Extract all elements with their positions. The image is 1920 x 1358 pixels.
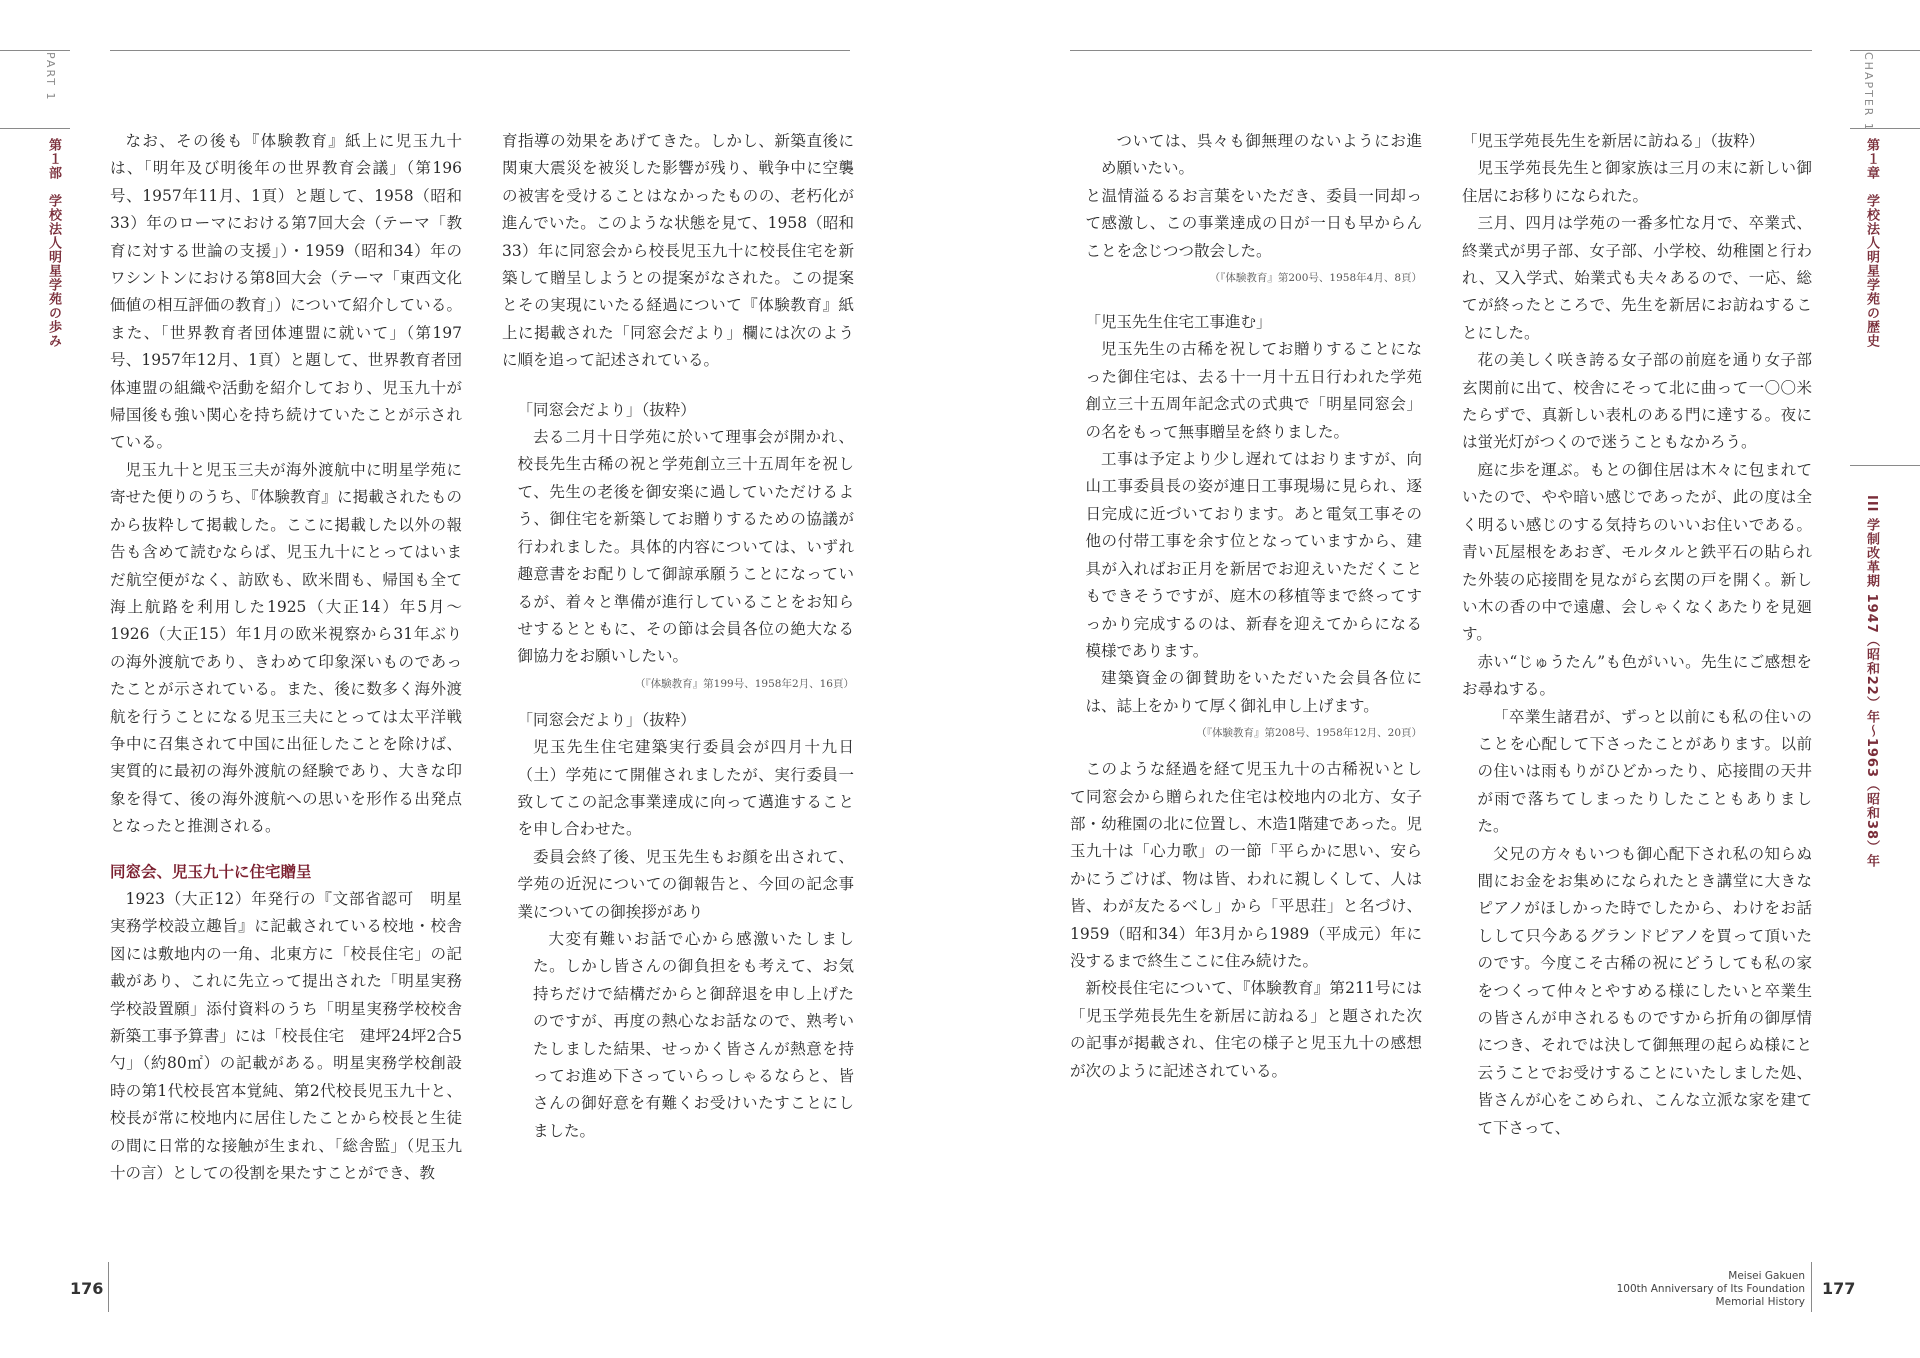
side-part-label: PART 1	[44, 52, 57, 102]
paragraph: なお、その後も『体験教育』紙上に児玉九十は、「明年及び明後年の世界教育会議」（第196号、1957年11月、1頁）と題して、1958（昭和33）年のローマにおける第7回大会（テーマ「教育に対する世論の支援」）・1959（昭和34）年のワシントンにおける第8回大会（テーマ「東西文化価値の相互評価の教育」）について紹介している。また、「世界教育者団体連盟に就いて」（第197号、1957年12月、1頁）と題して、世界教育者団体連盟の組織や活動を紹介しており、児玉九十が帰国後も強い関心を持ち続けていたことが示されている。	[110, 132, 462, 452]
quote-title: 「同窓会だより」（抜粋）	[517, 400, 696, 419]
left-column-2	[502, 128, 854, 1145]
side-part-title: 第１部 学校法人明星学苑の歩み	[46, 138, 61, 348]
right-column-2	[1462, 128, 1812, 1142]
paragraph: 児玉九十と児玉三夫が海外渡航中に明星学苑に寄せた便りのうち、『体験教育』に掲載されたものから抜粋して掲載した。ここに掲載した以外の報告も含めて読むならば、児玉九十にとってはいまだ航空便がなく、訪欧も、欧米間も、帰国も全て海上航路を利用した1925（大正14）年5月～1926（大正15）年1月の欧米視察から31年ぶりの海外渡航であり、きわめて印象深いものであったことが示されている。また、後に数多く海外渡航を行うことになる児玉三夫にとっては太平洋戦争中に召集されて中国に出征したことを除けば、実質的に最初の海外渡航の経験であり、大きな印象を得て、後の海外渡航への思いを形作る出発点となったと推測される。	[110, 460, 462, 836]
left-top-rule	[110, 50, 850, 51]
quote-paragraph: 児玉先生の古稀を祝してお贈りすることになった御住宅は、去る十一月十五日行われた学苑創立三十五周年記念式の式典で「明星同窓会」の名をもって無事贈呈を終りました。	[1085, 340, 1422, 441]
quote-block	[1462, 128, 1812, 1142]
page-number-left: 176	[70, 1279, 104, 1298]
right-top-rule	[1070, 50, 1812, 51]
quote-block	[1070, 128, 1422, 183]
right-edge-rule-3	[1850, 465, 1920, 466]
quote-paragraph: 三月、四月は学苑の一番多忙な月で、卒業式、終業式が男子部、女子部、小学校、幼稚園と行われ、又入学式、始業式も夫々あるので、一応、総てが終ったところで、先生を新居にお訪ねすることにした。	[1462, 214, 1812, 342]
quote-title: 「児玉先生住宅工事進む」	[1085, 313, 1272, 332]
quote-paragraph: 父兄の方々もいつも御心配下され私の知らぬ間にお金をお集めになられたとき講堂に大きなピアノがほしかった時でしたから、わけをお話しして只今あるグランドピアノを買って頂いたのです。今度こそ古稀の祝にどうしても私の家をつくって仲々とやすめる様にしたいと卒業生の皆さんが申されるものですから折角の御厚情につき、それでは決して御無理の起らぬ様にと云うことでお受けすることにいたしました処、皆さんが心をこめられ、こんな立派な家を建てて下さって、	[1477, 844, 1812, 1137]
left-column-1	[110, 128, 462, 1187]
page-number-right: 177	[1822, 1279, 1856, 1298]
right-edge-rule	[1850, 50, 1920, 51]
side-chapter-label: CHAPTER 1	[1862, 52, 1875, 132]
footer-line: Meisei Gakuen	[1728, 1270, 1805, 1282]
quote-paragraph: ついては、呉々も御無理のないようにお進め願いたい。	[1101, 132, 1422, 178]
paragraph: 1923（大正12）年発行の『文部省認可 明星実務学校設立趣旨』に記載されている校地・校舎図には敷地内の一角、北東方に「校長住宅」の記載があり、これに先立って提出された「明星実務学校設置願」添付資料のうち「明星実務学校校舎新築工事予算書」には「校長住宅 建坪24坪2合5勺」（約80㎡）の記載がある。明星実務学校創設時の第1代校長宮本覚純、第2代校長児玉九十と、校長が常に校地内に居住したことから校長と生徒の間に日常的な接触が生まれ、「総舎監」（児玉九十の言）としての役割を果たすことができ、教	[110, 889, 462, 1183]
citation: （『体験教育』第199号、1958年2月、16頁）	[634, 677, 854, 690]
citation: （『体験教育』第208号、1958年12月、20頁）	[1196, 727, 1422, 740]
quote-paragraph: 花の美しく咲き誇る女子部の前庭を通り女子部玄関前に出て、校舎にそって北に曲って一〇〇米たらずで、真新しい表札のある門に達する。夜には蛍光灯がつくので迷うこともなかろう。	[1462, 351, 1812, 452]
quote-paragraph: 去る二月十日学苑に於いて理事会が開かれ、校長先生古稀の祝と学苑創立三十五周年を祝して、先生の老後を御安楽に過していただけるよう、御住宅を新築してお贈りするための協議が行われました。具体的内容については、いずれ趣意書をお配りして御諒承願うことになっているが、着々と準備が進行していることをお知らせするとともに、その節は会員各位の絶大なる御協力をお願いしたい。	[517, 428, 854, 666]
quote-paragraph: 工事は予定より少し遅れてはおりますが、向山工事委員長の姿が連日工事現場に見られ、逐日完成に近づいております。あと電気工事その他の付帯工事を余す位となっていますから、建具が入ればお正月を新居でお迎えいただくこともできそうですが、庭木の移植等まで終ってすっかり完成するのは、新春を迎えてからになる模様であります。	[1085, 450, 1422, 660]
quote-block	[1070, 309, 1422, 742]
citation: （『体験教育』第200号、1958年4月、8頁）	[1209, 272, 1422, 285]
quote-title: 「同窓会だより」（抜粋）	[517, 710, 696, 729]
left-footer-rule	[108, 1262, 109, 1312]
paragraph: 育指導の効果をあげてきた。しかし、新築直後に関東大震災を被災した影響が残り、戦争中に空襲の被害を受けることはなかったものの、老朽化が進んでいた。このような状態を見て、1958（昭和33）年に同窓会から校長児玉九十に校長住宅を新築して贈呈しようとの提案がなされた。この提案とその実現にいたる経過について『体験教育』紙上に掲載された「同窓会だより」欄には次のように順を追って記述されている。	[502, 132, 854, 370]
footer-line: Memorial History	[1715, 1296, 1805, 1308]
quote-paragraph: 庭に歩を運ぶ。もとの御住居は木々に包まれていたので、やや暗い感じであったが、此の度は全く明るい感じのする気持ちのいいお住いである。青い瓦屋根をあおぎ、モルタルと鉄平石の貼られた外装の応接間を見ながら玄関の戸を開く。新しい木の香の中で遠慮、会しゃくなくあたりを見廻す。	[1462, 460, 1812, 644]
quote-paragraph: 建築資金の御賛助をいただいた会員各位には、誌上をかりて厚く御礼申し上げます。	[1085, 669, 1422, 715]
footer-book-title	[1617, 1270, 1805, 1309]
quote-title: 「児玉学苑長先生を新居に訪ねる」（抜粋）	[1462, 132, 1765, 150]
paragraph: 新校長住宅について、『体験教育』第211号には「児玉学苑長先生を新居に訪ねる」と題された次の記事が掲載され、住宅の様子と児玉九十の感想が次のように記述されている。	[1070, 979, 1422, 1080]
right-edge-rule-2	[1850, 128, 1920, 129]
side-chapter-title: 第１章 学校法人明星学苑の歴史	[1864, 138, 1879, 348]
quote-paragraph: 赤い“じゅうたん”も色がいい。先生にご感想をお尋ねする。	[1462, 652, 1812, 699]
quote-block	[502, 397, 854, 1146]
paragraph: このような経過を経て児玉九十の古稀祝いとして同窓会から贈られた住宅は校地内の北方、女子部・幼稚園の北に位置し、木造1階建であった。児玉九十は「心力歌」の一節「平らかに思い、安らかにうごけば、物は皆、われに親しくして、人は皆、わが友たるべし」から「平思荘」と名づけ、1959（昭和34）年3月から1989（平成元）年に没するまで終生ここに住み続けた。	[1070, 760, 1422, 970]
footer-line: 100th Anniversary of Its Foundation	[1616, 1283, 1805, 1295]
quote-paragraph: 委員会終了後、児玉先生もお顔を出されて、学苑の近況についての御報告と、今回の記念事業についての御挨拶があり	[517, 847, 854, 921]
quote-paragraph: 大変有難いお話で心から感激いたしました。しかし皆さんの御負担をも考えて、お気持ちだけで結構だからと御辞退を申し上げたのですが、再度の熱心なお話なので、熟考いたしました結果、せっかく皆さんが熱意を持ってお進め下さっていらっしゃるならと、皆さんの御好意を有難くお受けいたすことにしました。	[533, 929, 854, 1140]
left-edge-rule-2	[0, 128, 70, 129]
quote-paragraph: 児玉学苑長先生と御家族は三月の末に新しい御住居にお移りになられた。	[1462, 159, 1812, 205]
paragraph: と温情溢るるお言葉をいただき、委員一同却って感激し、この事業達成の日が一日も早からんことを念じつつ散会した。	[1085, 186, 1422, 260]
side-period-label: III 学制改革期 1947（昭和22）年～1963（昭和38）年	[1864, 495, 1879, 869]
section-heading: 同窓会、児玉九十に住宅贈呈	[110, 862, 312, 881]
right-column-1	[1070, 128, 1422, 1085]
quote-paragraph: 児玉先生住宅建築実行委員会が四月十九日（土）学苑にて開催されましたが、実行委員一致してこの記念事業達成に向って邁進することを申し合わせた。	[517, 738, 854, 839]
quote-paragraph: 「卒業生諸君が、ずっと以前にも私の住いのことを心配して下さったことがあります。以前の住いは雨もりがひどかったり、応接間の天井が雨で落ちてしまったりしたこともありました。	[1477, 707, 1812, 836]
left-edge-rule	[0, 50, 70, 51]
right-footer-rule	[1811, 1262, 1812, 1312]
